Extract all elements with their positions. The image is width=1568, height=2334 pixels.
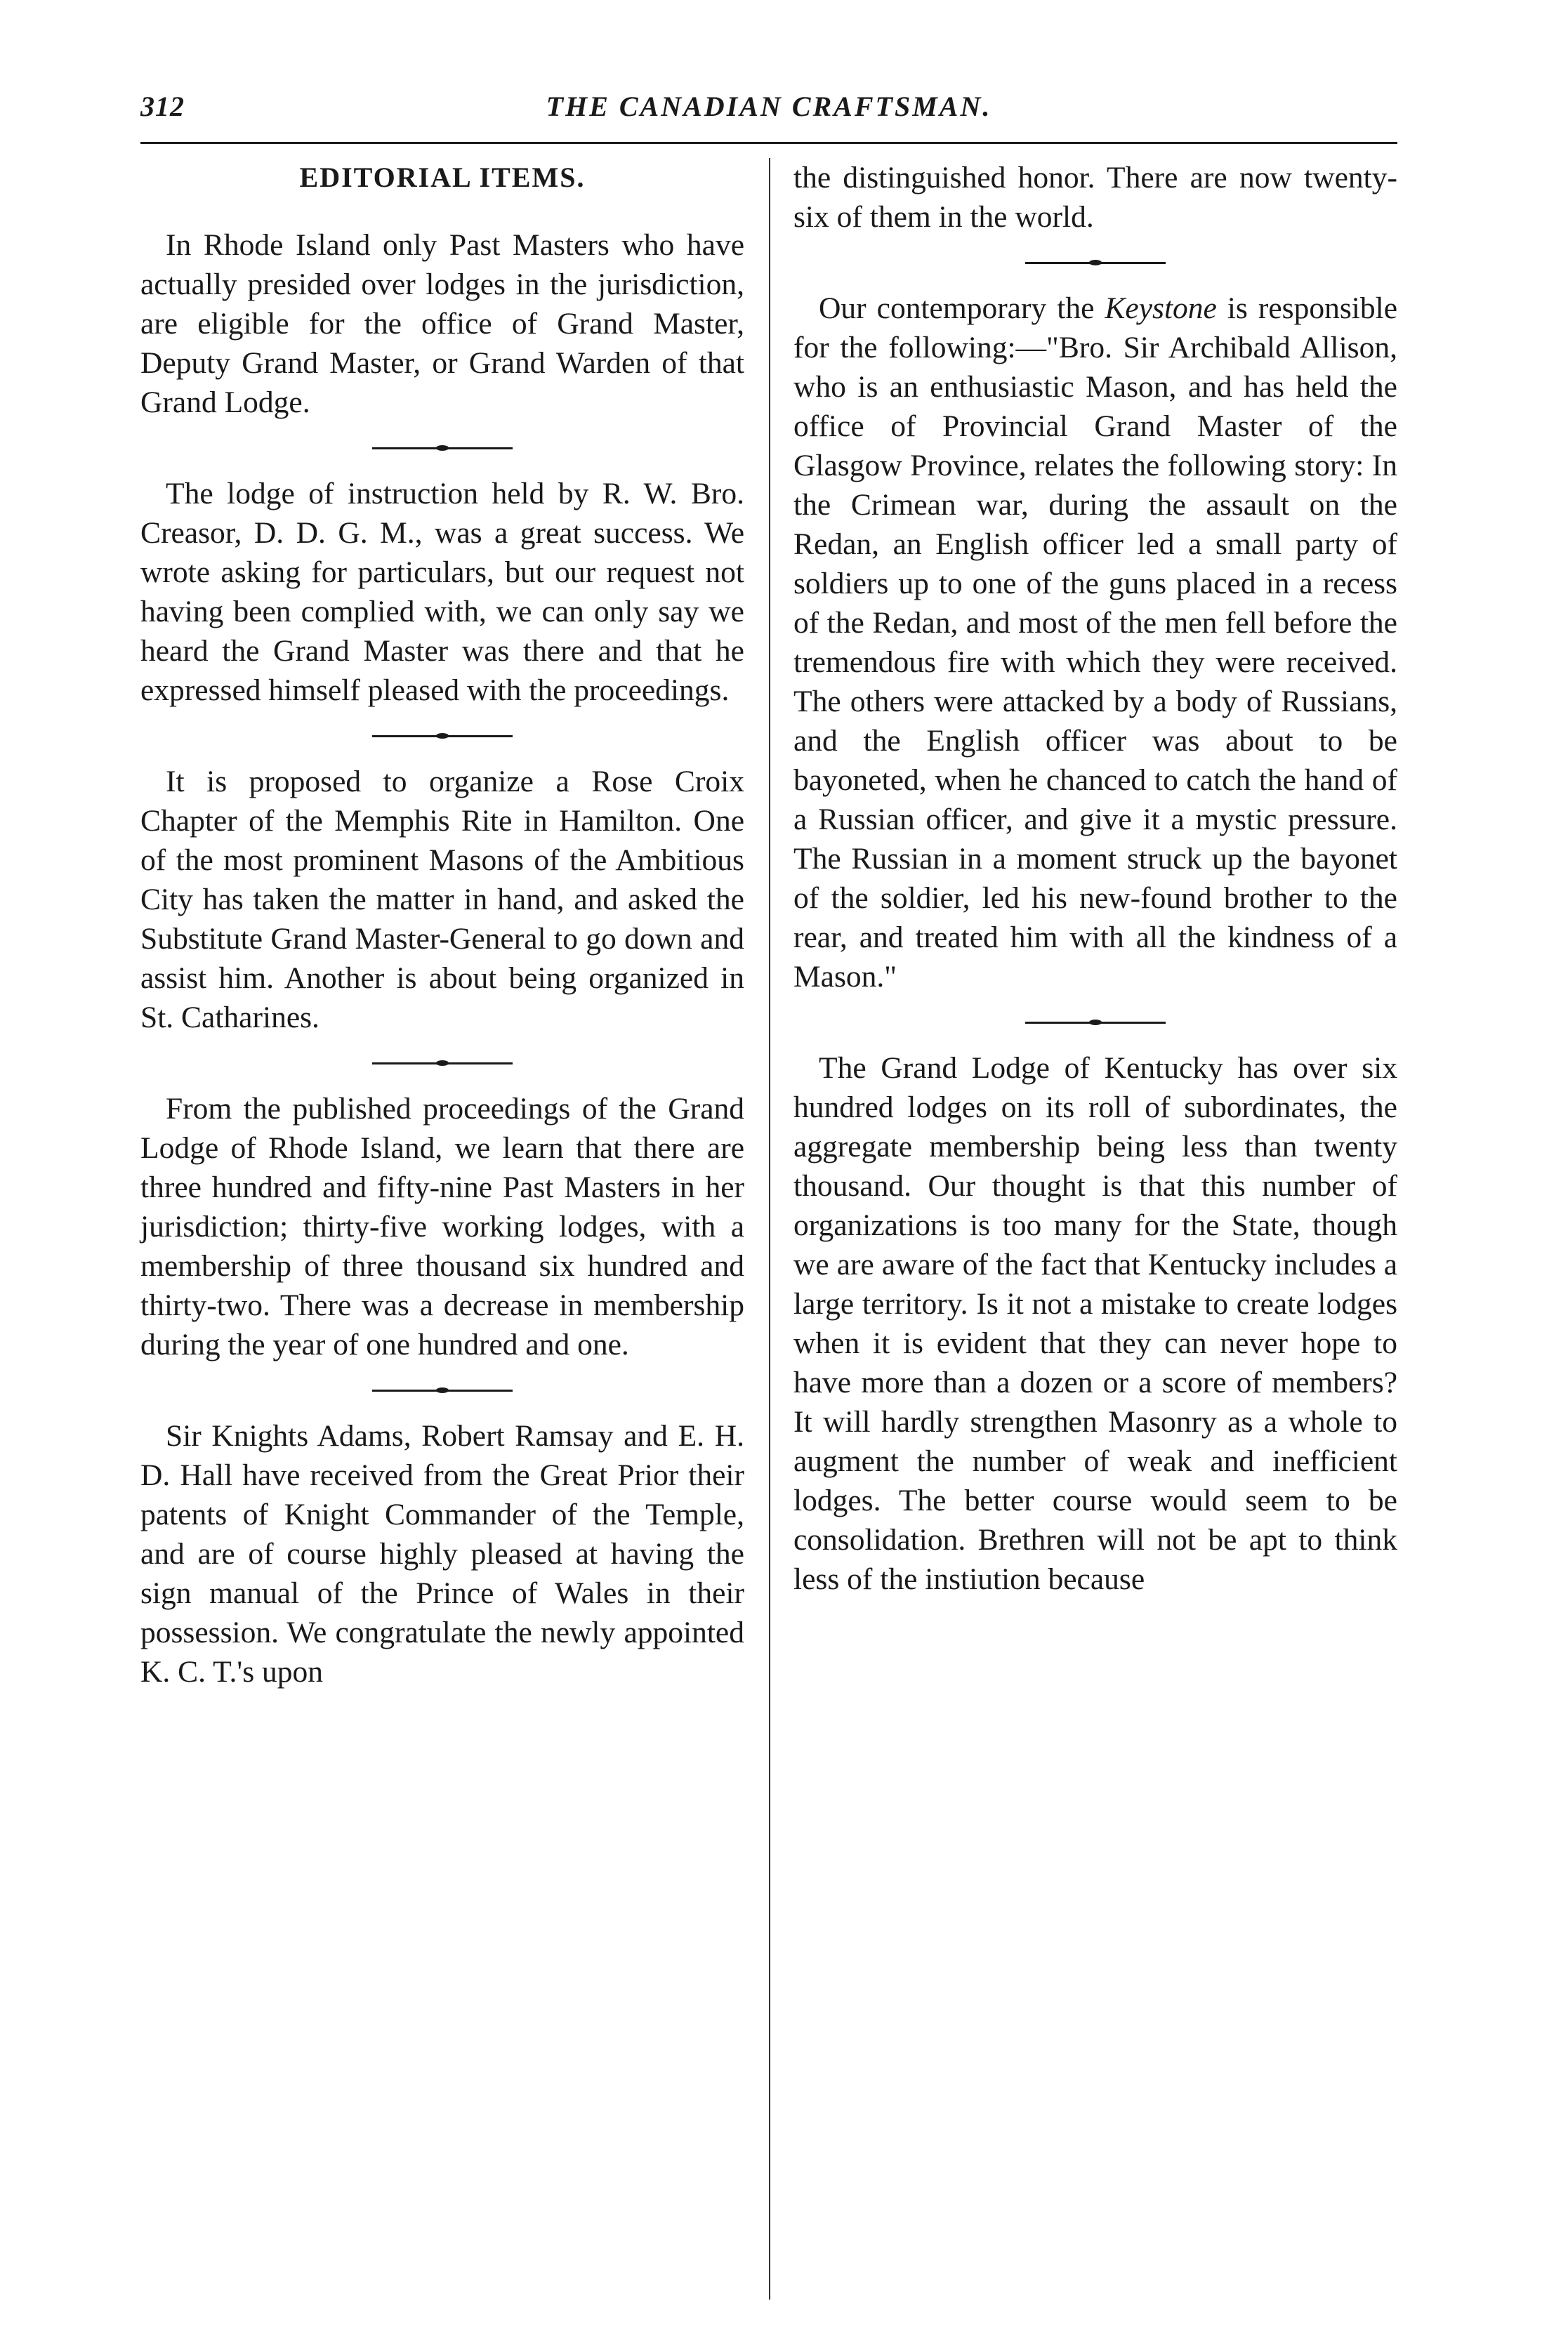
item-lodge-of-instruction: The lodge of instruction held by R. W. Bro. Creasor, D. D. G. M., was a great success. We wrote asking for particulars, but our request not having been complied with, we can only say we heard the Grand Master was there and that he expressed himself pleased with the proceedings. <box>140 477 744 707</box>
item-separator <box>140 1041 744 1083</box>
keystone-intro: Our contemporary the <box>819 291 1105 325</box>
continued-text: the distinguished honor. There are now twenty-six of them in the world. <box>793 161 1397 234</box>
item-rhode-island-eligibility: In Rhode Island only Past Masters who have actually presided over lodges in the jurisdiction, are eligible for the office of Grand Master, Deputy Grand Master, or Grand Warden of that Grand Lodge. <box>140 228 744 419</box>
keystone-story-text: is responsible for the following:—"Bro. Sir Archibald Allison, who is an enthusiastic Mason, and has held the office of Provincial Grand Master of the Glasgow Province, relates the following story: In the Crimean war, during the assault on the Redan, an English officer led a small party of soldiers up to one of the guns placed in a recess of the Redan, and most of the men fell before the tremendous fire with which they were received. The others were attacked by a body of Russians, and the English officer was about to be bayoneted, when he chanced to catch the hand of a Russian officer, and give it a mystic pressure. The Russian in a moment struck up the bayonet of the soldier, led his new-found brother to the rear, and treated him with all the kindness of a Mason." <box>793 291 1397 994</box>
item-knight-commanders: Sir Knights Adams, Robert Ramsay and E. H. D. Hall have received from the Great Prior their patents of Knight Commander of the Temple, and are of course highly pleased at having the sign manual of the Prince of Wales in their possession. We congratulate the newly appointed K. C. T.'s upon <box>140 1419 744 1689</box>
text-columns <box>140 158 1397 2275</box>
right-column <box>793 158 1397 1599</box>
item-rhode-island-proceedings: From the published proceedings of the Grand Lodge of Rhode Island, we learn that there are three hundred and fifty-nine Past Masters in her jurisdiction; thirty-five working lodges, with a membership of three thousand six hundred and thirty-two. There was a decrease in membership during the year of one hundred and one. <box>140 1092 744 1362</box>
item-kentucky-lodges: The Grand Lodge of Kentucky has over six hundred lodges on its roll of subordinates, the aggregate membership being less than twenty thousand. Our thought is that this number of organizations is too many for the State, though we are aware of the fact that Kentucky includes a large territory. Is it not a mistake to create lodges when it is evident that they can never hope to have more than a dozen or a score of members? It will hardly strengthen Masonry as a whole to augment the number of weak and inefficient lodges. The better course would seem to be consolidation. Brethren will not be apt to think less of the instiution because <box>793 1051 1397 1596</box>
publication-name: Keystone <box>1105 291 1217 325</box>
item-separator <box>793 1001 1397 1043</box>
item-keystone-story <box>793 289 1397 996</box>
item-separator <box>140 426 744 468</box>
left-column <box>140 158 744 1692</box>
page <box>140 77 1397 2275</box>
item-separator <box>793 241 1397 283</box>
page-header <box>140 77 1397 154</box>
item-separator <box>140 1369 744 1411</box>
section-heading: EDITORIAL ITEMS. <box>299 161 586 193</box>
header-rule <box>140 142 1397 144</box>
page-number: 312 <box>140 91 185 122</box>
item-rose-croix-chapter: It is proposed to organize a Rose Croix Chapter of the Memphis Rite in Hamilton. One of the most prominent Masons of the Ambitious City has taken the matter in hand, and asked the Substitute Grand Master-General to go down and assist him. Another is about being organized in St. Catharines. <box>140 765 744 1034</box>
column-divider <box>769 158 770 2300</box>
item-separator <box>140 714 744 756</box>
running-title: THE CANADIAN CRAFTSMAN. <box>546 91 992 122</box>
